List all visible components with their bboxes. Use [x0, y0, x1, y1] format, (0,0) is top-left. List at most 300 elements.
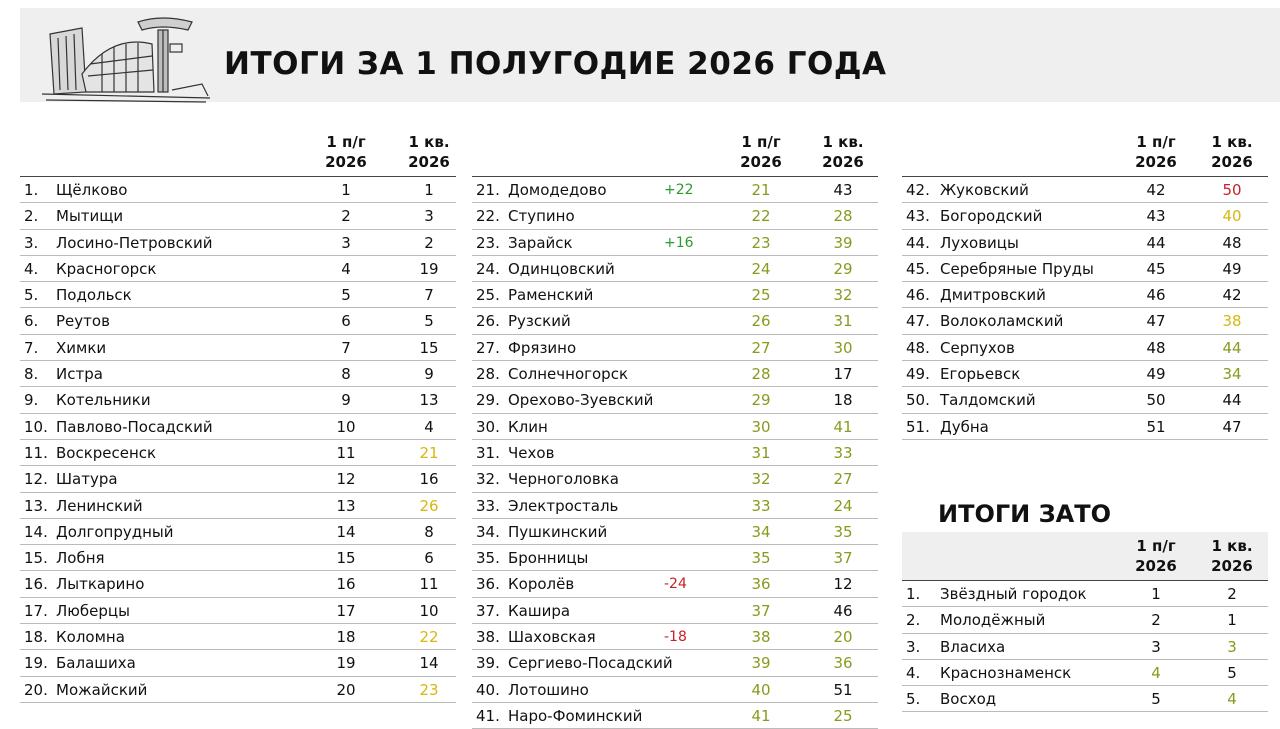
building-logo-icon [42, 14, 210, 104]
municipality-name: Серпухов [940, 338, 1015, 357]
row-rank: 3. [906, 637, 921, 656]
half-year-rank: 1 [341, 181, 351, 199]
row-rank: 11. [24, 443, 48, 462]
half-year-rank: 13 [336, 496, 356, 515]
table-row [472, 387, 878, 413]
header-text: 1 кв. [408, 133, 450, 151]
quarter-rank: 23 [419, 680, 439, 699]
half-year-rank: 27 [751, 338, 771, 357]
table-row [472, 203, 878, 229]
municipality-name: Талдомский [940, 391, 1036, 410]
quarter-rank: 19 [419, 259, 439, 278]
row-rank: 7. [24, 338, 39, 357]
quarter-rank: 36 [833, 654, 853, 673]
row-rank: 31. [476, 443, 500, 462]
row-rank: 4. [906, 663, 921, 682]
row-rank: 13. [24, 496, 48, 515]
quarter-rank: 41 [833, 417, 853, 436]
quarter-rank: 31 [833, 312, 853, 331]
quarter-rank: 33 [833, 443, 853, 462]
municipality-name: Лыткарино [56, 575, 145, 594]
table-row [472, 703, 878, 729]
municipality-name: Егорьевск [940, 365, 1021, 384]
quarter-rank: 50 [1222, 181, 1242, 199]
table-row [472, 624, 878, 650]
half-year-rank: 15 [336, 549, 356, 568]
quarter-rank: 13 [419, 391, 439, 410]
municipality-name: Королёв [508, 575, 575, 594]
table-row [472, 466, 878, 492]
table-row [20, 624, 456, 650]
row-rank: 18. [24, 628, 48, 647]
quarter-rank: 1 [1227, 611, 1237, 630]
table-row [472, 230, 878, 256]
row-rank: 23. [476, 233, 500, 252]
row-rank: 15. [24, 549, 48, 568]
table-row [20, 282, 456, 308]
row-rank: 10. [24, 417, 48, 436]
row-rank: 2. [24, 207, 39, 226]
municipality-name: Солнечногорск [508, 365, 629, 384]
quarter-rank: 44 [1222, 338, 1242, 357]
municipality-name: Дмитровский [940, 286, 1046, 305]
row-rank: 28. [476, 365, 500, 384]
row-rank: 36. [476, 575, 500, 594]
half-year-rank: 8 [341, 365, 351, 384]
header-text: 2026 [740, 153, 782, 171]
table-row [20, 230, 456, 256]
table-row [20, 387, 456, 413]
municipality-name: Ленинский [56, 496, 143, 515]
table-row [472, 571, 878, 597]
municipality-name: Черноголовка [508, 470, 619, 489]
half-year-rank: 22 [751, 207, 771, 226]
table-row [472, 440, 878, 466]
municipality-name: Раменский [508, 286, 594, 305]
quarter-rank: 32 [833, 286, 853, 305]
quarter-rank: 35 [833, 522, 853, 541]
half-year-rank: 24 [751, 259, 771, 278]
municipality-name: Одинцовский [508, 259, 615, 278]
municipality-name: Шаховская [508, 628, 596, 647]
quarter-rank: 1 [424, 181, 434, 199]
row-rank: 20. [24, 680, 48, 699]
half-year-rank: 39 [751, 654, 771, 673]
half-year-rank: 32 [751, 470, 771, 489]
half-year-rank: 31 [751, 443, 771, 462]
municipality-name: Павлово-Посадский [56, 417, 213, 436]
quarter-rank: 12 [833, 575, 853, 594]
half-year-rank: 6 [341, 312, 351, 331]
half-year-rank: 51 [1146, 417, 1166, 436]
half-year-rank: 44 [1146, 233, 1166, 252]
row-rank: 17. [24, 601, 48, 620]
row-rank: 39. [476, 654, 500, 673]
header-half-year [1121, 132, 1191, 172]
quarter-rank: 5 [424, 312, 434, 331]
municipality-name: Котельники [56, 391, 151, 410]
half-year-rank: 5 [1151, 690, 1161, 709]
row-rank: 21. [476, 181, 500, 199]
municipality-name: Можайский [56, 680, 148, 699]
quarter-rank: 6 [424, 549, 434, 568]
table-row [902, 256, 1268, 282]
quarter-rank: 22 [419, 628, 439, 647]
table-row [902, 686, 1268, 712]
header-text: 1 кв. [1211, 537, 1253, 555]
table-row [902, 177, 1268, 203]
half-year-rank: 26 [751, 312, 771, 331]
ranking-rows [902, 176, 1268, 440]
half-year-rank: 46 [1146, 286, 1166, 305]
page-title: ИТОГИ ЗА 1 ПОЛУГОДИЕ 2026 ГОДА [224, 46, 887, 82]
municipality-name: Бронницы [508, 549, 589, 568]
half-year-rank: 16 [336, 575, 356, 594]
table-row [902, 335, 1268, 361]
municipality-name: Люберцы [56, 601, 130, 620]
municipality-name: Подольск [56, 286, 132, 305]
header-text: 1 кв. [822, 133, 864, 151]
municipality-name: Власиха [940, 637, 1006, 656]
row-rank: 45. [906, 259, 930, 278]
table-row [472, 493, 878, 519]
quarter-rank: 39 [833, 233, 853, 252]
municipality-name: Луховицы [940, 233, 1019, 252]
row-rank: 32. [476, 470, 500, 489]
row-rank: 37. [476, 601, 500, 620]
zato-title: ИТОГИ ЗАТО [938, 500, 1111, 528]
municipality-name: Серебряные Пруды [940, 259, 1094, 278]
row-rank: 19. [24, 654, 48, 673]
quarter-rank: 7 [424, 286, 434, 305]
municipality-name: Лосино-Петровский [56, 233, 213, 252]
half-year-rank: 20 [336, 680, 356, 699]
table-row [472, 335, 878, 361]
quarter-rank: 26 [419, 496, 439, 515]
municipality-name: Шатура [56, 470, 118, 489]
row-rank: 35. [476, 549, 500, 568]
table-row [20, 519, 456, 545]
half-year-rank: 28 [751, 365, 771, 384]
header-text: 1 п/г [326, 133, 366, 151]
municipality-name: Лотошино [508, 680, 589, 699]
municipality-name: Домодедово [508, 181, 607, 199]
column-header [902, 132, 1268, 176]
quarter-rank: 17 [833, 365, 853, 384]
row-rank: 48. [906, 338, 930, 357]
half-year-rank: 40 [751, 680, 771, 699]
municipality-name: Щёлково [56, 181, 128, 199]
half-year-rank: 41 [751, 706, 771, 725]
quarter-rank: 11 [419, 575, 439, 594]
half-year-rank: 37 [751, 601, 771, 620]
table-row [472, 282, 878, 308]
half-year-rank: 36 [751, 575, 771, 594]
municipality-name: Пушкинский [508, 522, 608, 541]
quarter-rank: 51 [833, 680, 853, 699]
municipality-name: Истра [56, 365, 103, 384]
quarter-rank: 14 [419, 654, 439, 673]
quarter-rank: 28 [833, 207, 853, 226]
quarter-rank: 29 [833, 259, 853, 278]
half-year-rank: 42 [1146, 181, 1166, 199]
table-row [20, 493, 456, 519]
header-text: 1 п/г [1136, 537, 1176, 555]
quarter-rank: 42 [1222, 286, 1242, 305]
header-band [20, 8, 1280, 102]
header-text: 2026 [325, 153, 367, 171]
row-rank: 1. [906, 585, 921, 603]
row-rank: 5. [906, 690, 921, 709]
row-rank: 47. [906, 312, 930, 331]
header-quarter [1197, 536, 1267, 576]
quarter-rank: 2 [424, 233, 434, 252]
rank-change: -24 [664, 576, 687, 593]
row-rank: 8. [24, 365, 39, 384]
row-rank: 1. [24, 181, 39, 199]
table-row [20, 598, 456, 624]
municipality-name: Сергиево-Посадский [508, 654, 673, 673]
half-year-rank: 5 [341, 286, 351, 305]
quarter-rank: 37 [833, 549, 853, 568]
quarter-rank: 43 [833, 181, 853, 199]
row-rank: 24. [476, 259, 500, 278]
column-header [20, 132, 456, 176]
half-year-rank: 9 [341, 391, 351, 410]
quarter-rank: 47 [1222, 417, 1242, 436]
half-year-rank: 1 [1151, 585, 1161, 603]
header-half-year [311, 132, 381, 172]
quarter-rank: 24 [833, 496, 853, 515]
row-rank: 38. [476, 628, 500, 647]
municipality-name: Красногорск [56, 259, 157, 278]
quarter-rank: 20 [833, 628, 853, 647]
half-year-rank: 19 [336, 654, 356, 673]
municipality-name: Зарайск [508, 233, 573, 252]
table-row [902, 203, 1268, 229]
municipality-name: Звёздный городок [940, 585, 1087, 603]
table-row [20, 177, 456, 203]
quarter-rank: 27 [833, 470, 853, 489]
quarter-rank: 15 [419, 338, 439, 357]
header-text: 2026 [408, 153, 450, 171]
quarter-rank: 48 [1222, 233, 1242, 252]
row-rank: 34. [476, 522, 500, 541]
half-year-rank: 45 [1146, 259, 1166, 278]
quarter-rank: 16 [419, 470, 439, 489]
half-year-rank: 11 [336, 443, 356, 462]
municipality-name: Реутов [56, 312, 110, 331]
header-quarter [1197, 132, 1267, 172]
header-half-year [726, 132, 796, 172]
quarter-rank: 34 [1222, 365, 1242, 384]
column-header [472, 132, 878, 176]
row-rank: 5. [24, 286, 39, 305]
row-rank: 51. [906, 417, 930, 436]
table-row [20, 414, 456, 440]
table-row [472, 545, 878, 571]
header-text: 2026 [1135, 153, 1177, 171]
row-rank: 6. [24, 312, 39, 331]
half-year-rank: 3 [341, 233, 351, 252]
rank-change: -18 [664, 629, 687, 646]
table-row [20, 650, 456, 676]
row-rank: 4. [24, 259, 39, 278]
table-row [20, 466, 456, 492]
municipality-name: Ступино [508, 207, 575, 226]
half-year-rank: 30 [751, 417, 771, 436]
row-rank: 43. [906, 207, 930, 226]
row-rank: 50. [906, 391, 930, 410]
municipality-name: Кашира [508, 601, 571, 620]
table-row [20, 203, 456, 229]
header-text: 1 кв. [1211, 133, 1253, 151]
row-rank: 42. [906, 181, 930, 199]
table-row [902, 230, 1268, 256]
row-rank: 26. [476, 312, 500, 331]
municipality-name: Молодёжный [940, 611, 1046, 630]
table-row [472, 598, 878, 624]
half-year-rank: 10 [336, 417, 356, 436]
table-row [472, 650, 878, 676]
table-row [902, 660, 1268, 686]
municipality-name: Воскресенск [56, 443, 157, 462]
municipality-name: Восход [940, 690, 997, 709]
half-year-rank: 48 [1146, 338, 1166, 357]
table-row [20, 308, 456, 334]
municipality-name: Электросталь [508, 496, 619, 515]
half-year-rank: 17 [336, 601, 356, 620]
header-text: 2026 [1211, 557, 1253, 575]
row-rank: 46. [906, 286, 930, 305]
column-header [902, 536, 1268, 580]
municipality-name: Наро-Фоминский [508, 706, 643, 725]
row-rank: 29. [476, 391, 500, 410]
row-rank: 49. [906, 365, 930, 384]
municipality-name: Долгопрудный [56, 522, 174, 541]
municipality-name: Краснознаменск [940, 663, 1072, 682]
half-year-rank: 29 [751, 391, 771, 410]
half-year-rank: 23 [751, 233, 771, 252]
row-rank: 25. [476, 286, 500, 305]
row-rank: 44. [906, 233, 930, 252]
municipality-name: Балашиха [56, 654, 136, 673]
row-rank: 14. [24, 522, 48, 541]
quarter-rank: 4 [424, 417, 434, 436]
municipality-name: Волоколамский [940, 312, 1064, 331]
header-text: 2026 [822, 153, 864, 171]
half-year-rank: 18 [336, 628, 356, 647]
header-text: 1 п/г [1136, 133, 1176, 151]
row-rank: 9. [24, 391, 39, 410]
table-row [902, 361, 1268, 387]
table-row [902, 634, 1268, 660]
table-row [20, 361, 456, 387]
table-row [20, 440, 456, 466]
municipality-name: Мытищи [56, 207, 124, 226]
table-row [902, 282, 1268, 308]
table-row [20, 335, 456, 361]
rank-change: +22 [664, 182, 694, 198]
half-year-rank: 34 [751, 522, 771, 541]
quarter-rank: 3 [1227, 637, 1237, 656]
quarter-rank: 38 [1222, 312, 1242, 331]
quarter-rank: 40 [1222, 207, 1242, 226]
half-year-rank: 4 [341, 259, 351, 278]
quarter-rank: 44 [1222, 391, 1242, 410]
half-year-rank: 14 [336, 522, 356, 541]
table-row [902, 607, 1268, 633]
half-year-rank: 50 [1146, 391, 1166, 410]
quarter-rank: 3 [424, 207, 434, 226]
half-year-rank: 43 [1146, 207, 1166, 226]
header-half-year [1121, 536, 1191, 576]
table-row [20, 256, 456, 282]
table-row [902, 308, 1268, 334]
half-year-rank: 2 [1151, 611, 1161, 630]
half-year-rank: 25 [751, 286, 771, 305]
quarter-rank: 4 [1227, 690, 1237, 709]
municipality-name: Чехов [508, 443, 555, 462]
half-year-rank: 47 [1146, 312, 1166, 331]
row-rank: 41. [476, 706, 500, 725]
header-quarter [394, 132, 464, 172]
quarter-rank: 49 [1222, 259, 1242, 278]
table-row [472, 308, 878, 334]
quarter-rank: 46 [833, 601, 853, 620]
half-year-rank: 33 [751, 496, 771, 515]
municipality-name: Богородский [940, 207, 1043, 226]
table-row [472, 177, 878, 203]
quarter-rank: 5 [1227, 663, 1237, 682]
half-year-rank: 7 [341, 338, 351, 357]
row-rank: 2. [906, 611, 921, 630]
half-year-rank: 49 [1146, 365, 1166, 384]
table-row [472, 361, 878, 387]
row-rank: 33. [476, 496, 500, 515]
municipality-name: Рузский [508, 312, 571, 331]
municipality-name: Химки [56, 338, 107, 357]
quarter-rank: 25 [833, 706, 853, 725]
header-text: 2026 [1211, 153, 1253, 171]
half-year-rank: 12 [336, 470, 356, 489]
table-row [902, 581, 1268, 607]
half-year-rank: 2 [341, 207, 351, 226]
half-year-rank: 38 [751, 628, 771, 647]
municipality-name: Лобня [56, 549, 105, 568]
quarter-rank: 21 [419, 443, 439, 462]
row-rank: 22. [476, 207, 500, 226]
table-row [20, 571, 456, 597]
row-rank: 16. [24, 575, 48, 594]
quarter-rank: 30 [833, 338, 853, 357]
table-row [20, 545, 456, 571]
row-rank: 30. [476, 417, 500, 436]
municipality-name: Жуковский [940, 181, 1029, 199]
municipality-name: Орехово-Зуевский [508, 391, 654, 410]
municipality-name: Клин [508, 417, 548, 436]
half-year-rank: 21 [751, 181, 771, 199]
ranking-rows [472, 176, 878, 729]
ranking-rows [20, 176, 456, 703]
row-rank: 27. [476, 338, 500, 357]
municipality-name: Коломна [56, 628, 125, 647]
row-rank: 3. [24, 233, 39, 252]
zato-rows [902, 580, 1268, 712]
half-year-rank: 4 [1151, 663, 1161, 682]
row-rank: 40. [476, 680, 500, 699]
table-row [472, 414, 878, 440]
